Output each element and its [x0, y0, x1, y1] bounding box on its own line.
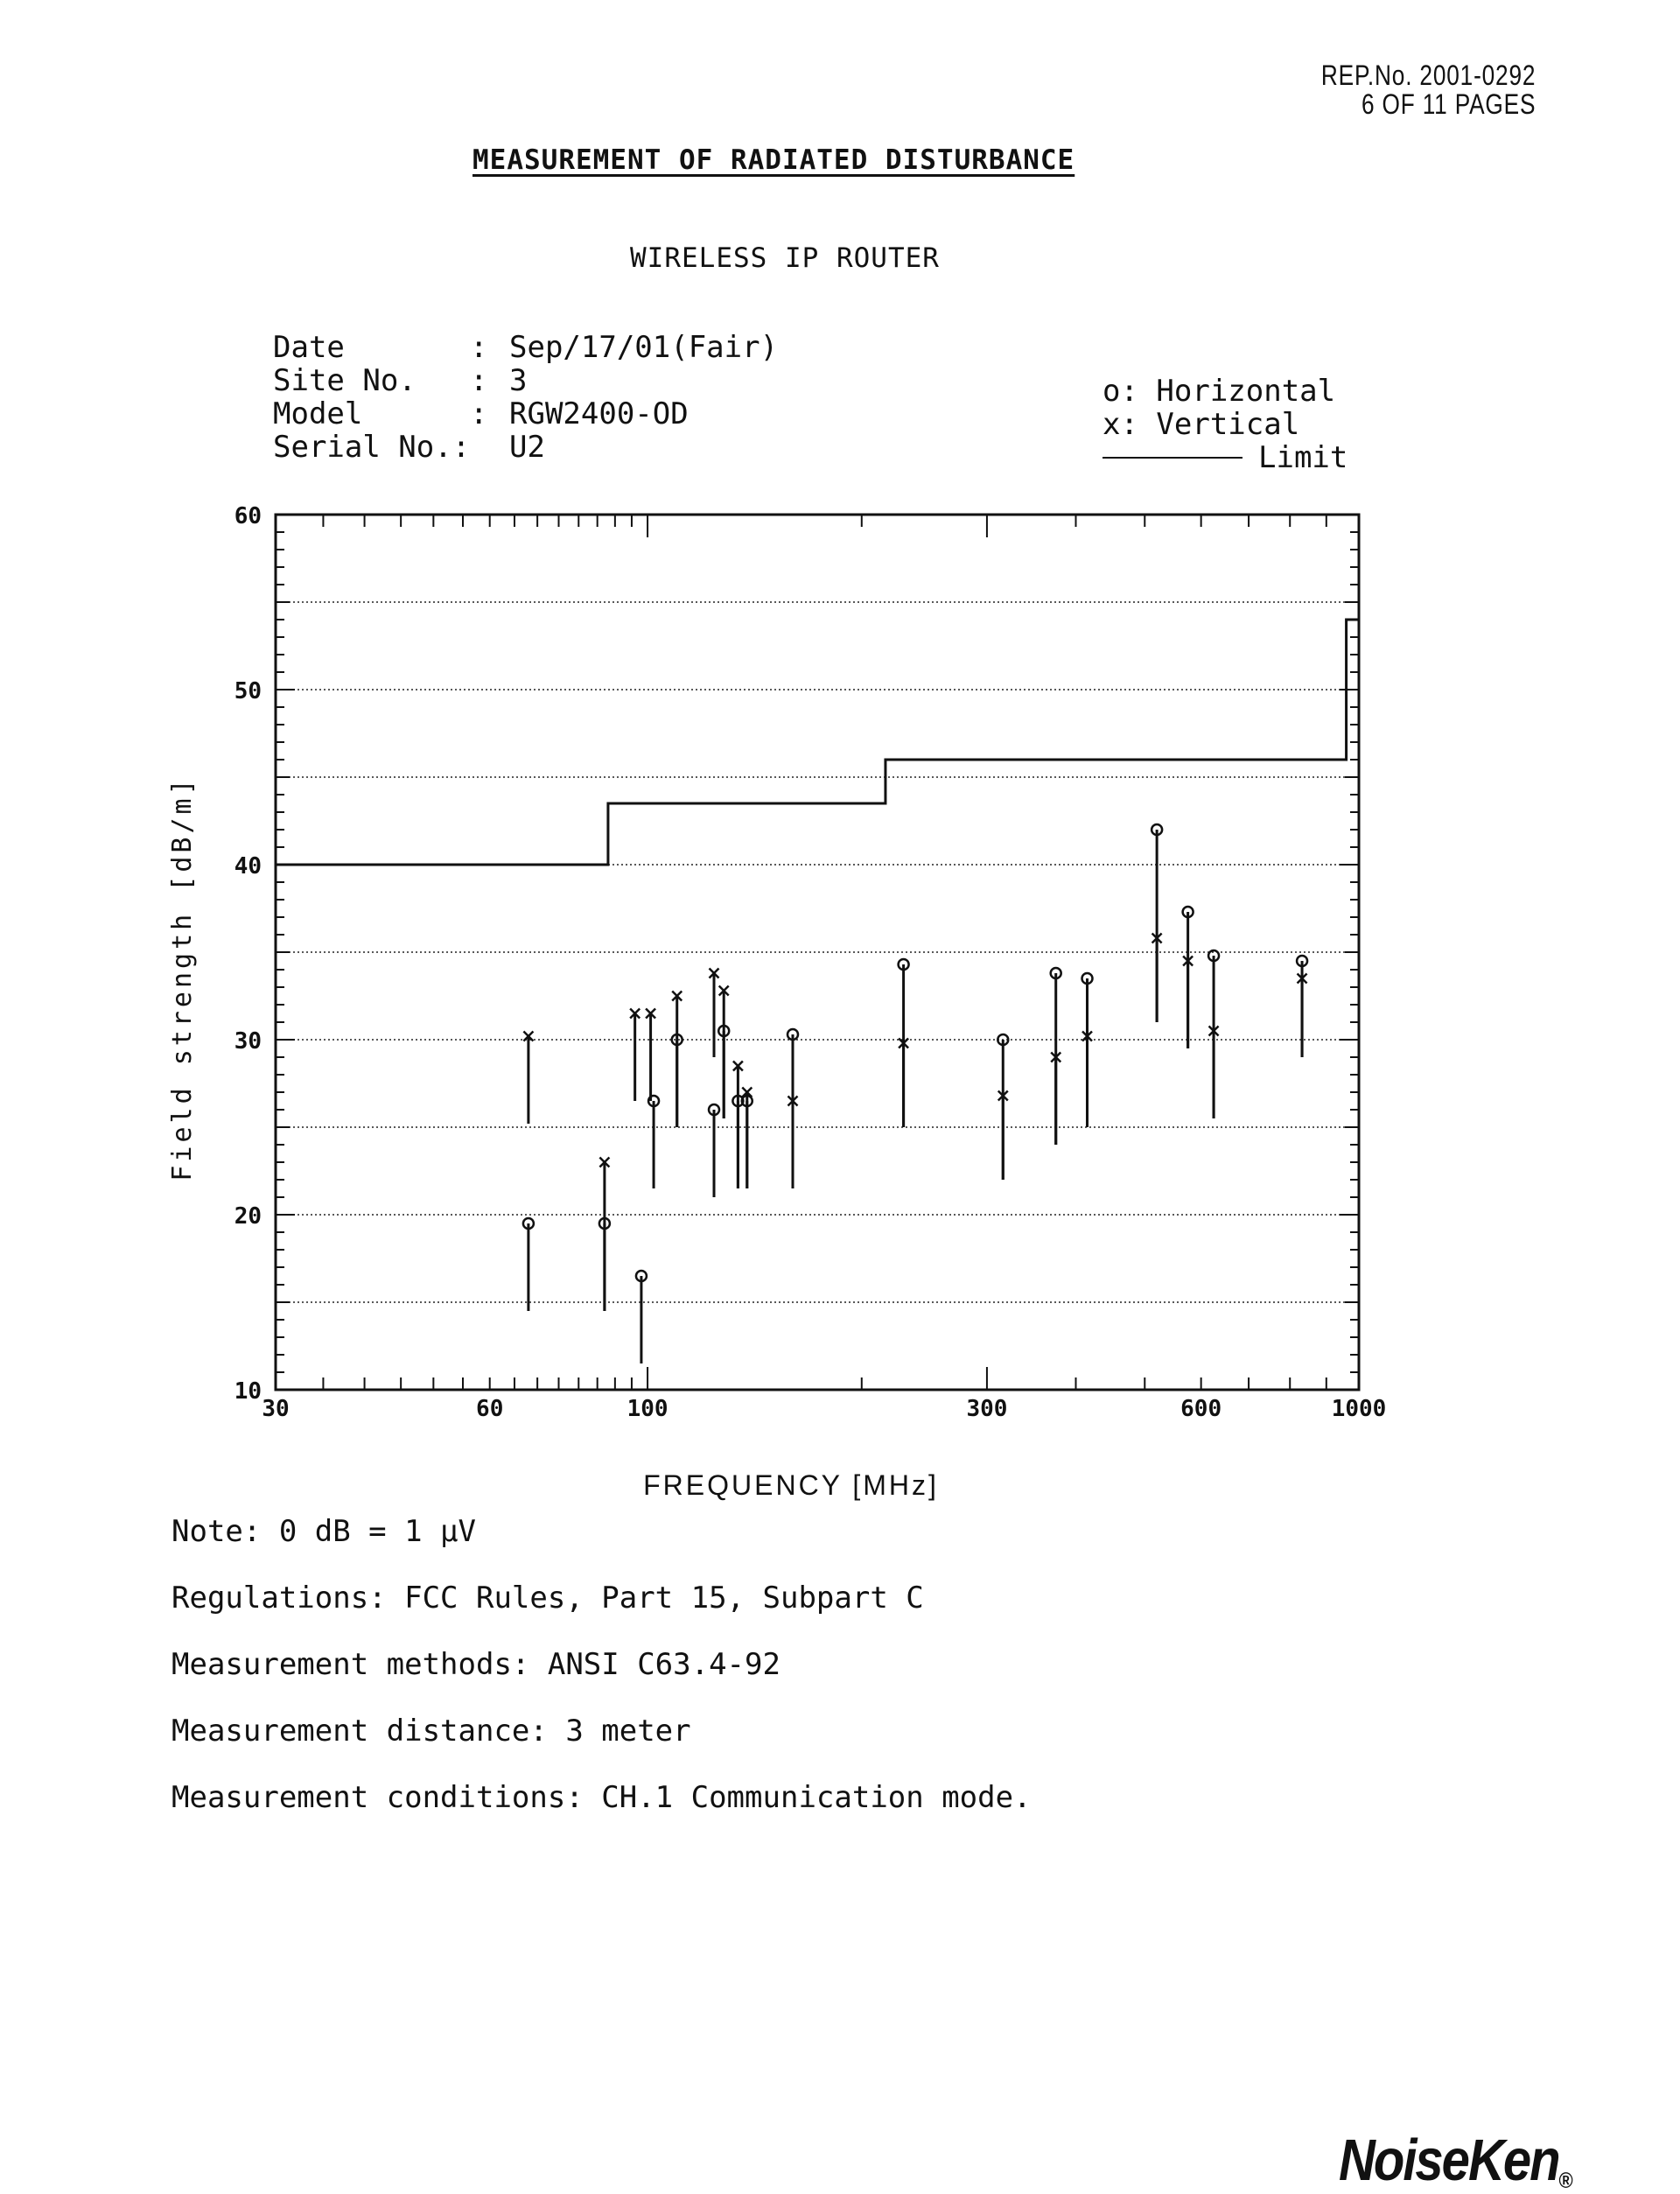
info-separator: : [470, 330, 488, 365]
legend-limit [1102, 441, 1348, 474]
y-tick-label: 50 [234, 678, 262, 704]
page-count: 6 OF 11 PAGES [1361, 88, 1536, 120]
x-tick-label: 60 [476, 1396, 504, 1422]
note-unit: Note: 0 dB = 1 µV [172, 1514, 476, 1549]
y-tick-label: 10 [234, 1378, 262, 1405]
device-name: WIRELESS IP ROUTER [630, 242, 940, 274]
x-tick-label: 100 [626, 1396, 668, 1422]
limit-step-line [276, 620, 1359, 865]
y-tick-label: 60 [234, 503, 262, 529]
data-points [523, 824, 1307, 1363]
x-tick-label: 300 [966, 1396, 1008, 1422]
legend-vertical: x: Vertical [1102, 407, 1300, 442]
axis-labels [167, 503, 1386, 1501]
x-axis-label: FREQUENCY [MHz] [643, 1469, 939, 1501]
info-date-value: Sep/17/01(Fair) [509, 330, 779, 365]
info-separator: : [470, 396, 488, 431]
info-date-label: Date [273, 330, 345, 365]
chart-legend [1102, 375, 1348, 474]
y-axis-label: Field strength [dB/m] [167, 775, 198, 1181]
notes-block [172, 1514, 1032, 1847]
x-tick-label: 1000 [1331, 1396, 1387, 1422]
info-serial-value: U2 [509, 430, 545, 465]
grid-lines [276, 602, 1359, 1302]
info-row-site [273, 364, 778, 397]
limit-line [276, 620, 1359, 865]
note-conditions: Measurement conditions: CH.1 Communication mode. [172, 1780, 1032, 1815]
measurement-info [273, 331, 778, 464]
report-number: REP.No. 2001-0292 [1320, 60, 1536, 91]
radiated-disturbance-chart [131, 490, 1409, 1505]
page-title: MEASUREMENT OF RADIATED DISTURBANCE [472, 144, 1075, 176]
report-reference [1321, 61, 1536, 119]
info-row-serial [273, 431, 778, 464]
note-methods: Measurement methods: ANSI C63.4-92 [172, 1647, 780, 1682]
info-site-label: Site No. [273, 363, 416, 398]
info-row-model [273, 397, 778, 431]
info-model-value: RGW2400-OD [509, 396, 689, 431]
brand-logo [1339, 2127, 1572, 2194]
x-tick-label: 30 [262, 1396, 290, 1422]
y-tick-label: 40 [234, 853, 262, 880]
brand-logo-text: NoiseKen [1339, 2127, 1559, 2193]
note-distance: Measurement distance: 3 meter [172, 1714, 691, 1749]
y-tick-label: 20 [234, 1203, 262, 1230]
info-serial-label: Serial No.: [273, 430, 471, 465]
note-regulations: Regulations: FCC Rules, Part 15, Subpart C [172, 1581, 924, 1616]
registered-mark: ® [1558, 2168, 1572, 2193]
info-row-date [273, 331, 778, 364]
y-tick-label: 30 [234, 1028, 262, 1055]
info-separator: : [470, 363, 488, 398]
x-tick-label: 600 [1180, 1396, 1222, 1422]
legend-limit-label: Limit [1258, 440, 1348, 475]
legend-horizontal: o: Horizontal [1102, 374, 1336, 409]
legend-limit-line [1102, 457, 1242, 459]
info-site-value: 3 [509, 363, 528, 398]
info-model-label: Model [273, 396, 363, 431]
